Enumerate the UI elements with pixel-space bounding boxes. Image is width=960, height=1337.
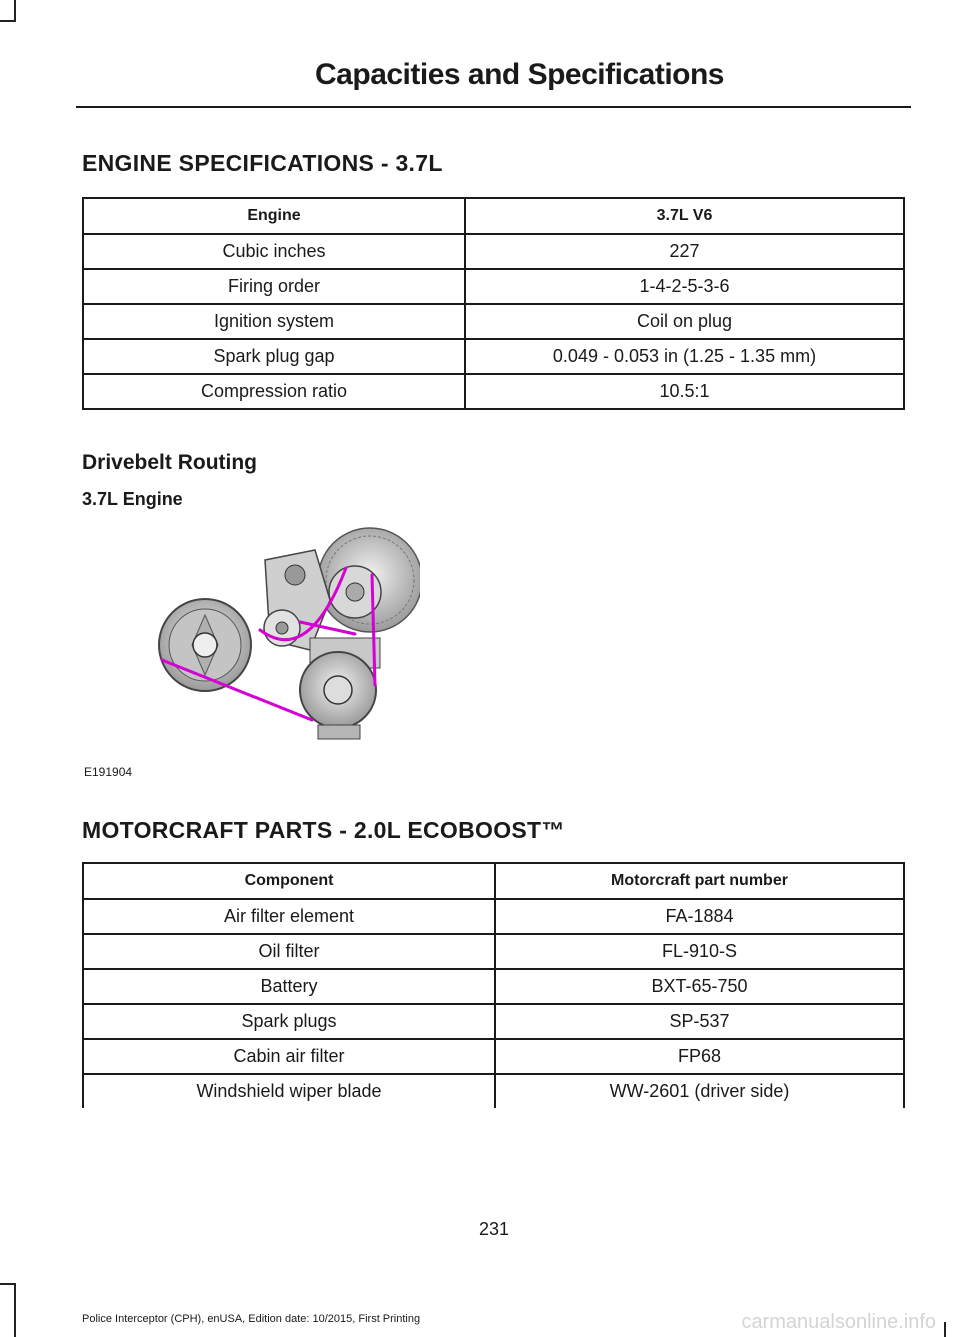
- table-cell: BXT-65-750: [495, 969, 904, 1004]
- parts-table: [82, 862, 905, 1108]
- column-header: Motorcraft part number: [495, 863, 904, 899]
- table-cell: Battery: [83, 969, 495, 1004]
- crop-mark-bottom-left-v: [14, 1283, 16, 1337]
- crop-mark-bottom-right-v: [944, 1322, 946, 1337]
- table-row: [83, 969, 904, 1004]
- table-cell: Spark plug gap: [83, 339, 465, 374]
- table-row: [83, 234, 904, 269]
- alternator: [318, 528, 420, 632]
- drivebelt-routing-diagram: [150, 520, 420, 745]
- table-row: [83, 374, 904, 409]
- table-cell: Ignition system: [83, 304, 465, 339]
- table-row: [83, 269, 904, 304]
- table-cell: Cabin air filter: [83, 1039, 495, 1074]
- table-cell: FL-910-S: [495, 934, 904, 969]
- table-row: [83, 1074, 904, 1108]
- figure-code: E191904: [84, 765, 133, 779]
- column-header: Engine: [83, 198, 465, 234]
- engine-specs-table: [82, 197, 905, 410]
- table-row: [83, 899, 904, 934]
- column-header: 3.7L V6: [465, 198, 904, 234]
- page-number: 231: [478, 1219, 510, 1239]
- ac-compressor: [300, 638, 380, 739]
- table-row: [83, 1039, 904, 1074]
- crop-mark-top-left-h: [0, 20, 16, 22]
- table-row: [83, 339, 904, 374]
- page-header-title: Capacities and Specifications: [315, 58, 724, 91]
- table-cell: 0.049 - 0.053 in (1.25 - 1.35 mm): [465, 339, 904, 374]
- drivebelt-heading: Drivebelt Routing: [82, 451, 258, 474]
- crop-mark-top-left-v: [14, 0, 16, 22]
- table-cell: 227: [465, 234, 904, 269]
- table-cell: SP-537: [495, 1004, 904, 1039]
- column-header: Component: [83, 863, 495, 899]
- header-rule: [76, 106, 911, 108]
- table-cell: Compression ratio: [83, 374, 465, 409]
- table-cell: Spark plugs: [83, 1004, 495, 1039]
- table-cell: Cubic inches: [83, 234, 465, 269]
- table-row: [83, 304, 904, 339]
- table-cell: 1-4-2-5-3-6: [465, 269, 904, 304]
- table-cell: FA-1884: [495, 899, 904, 934]
- table-cell: WW-2601 (driver side): [495, 1074, 904, 1108]
- watermark: carmanualsonline.info: [741, 1311, 936, 1333]
- table-row: [83, 1004, 904, 1039]
- table-header-row: [83, 198, 904, 234]
- table-cell: FP68: [495, 1039, 904, 1074]
- table-cell: Firing order: [83, 269, 465, 304]
- table-row: [83, 934, 904, 969]
- drivebelt-subheading: 3.7L Engine: [82, 489, 183, 509]
- engine-specs-heading: ENGINE SPECIFICATIONS - 3.7L: [82, 150, 443, 176]
- parts-heading: MOTORCRAFT PARTS - 2.0L ECOBOOST™: [82, 817, 565, 843]
- table-cell: Coil on plug: [465, 304, 904, 339]
- table-cell: Oil filter: [83, 934, 495, 969]
- table-cell: Air filter element: [83, 899, 495, 934]
- crop-mark-bottom-left-h: [0, 1283, 16, 1285]
- table-cell: 10.5:1: [465, 374, 904, 409]
- table-cell: Windshield wiper blade: [83, 1074, 495, 1108]
- table-header-row: [83, 863, 904, 899]
- tensioner: [264, 550, 330, 650]
- edition-footer: Police Interceptor (CPH), enUSA, Edition date: 10/2015, First Printing: [82, 1313, 421, 1325]
